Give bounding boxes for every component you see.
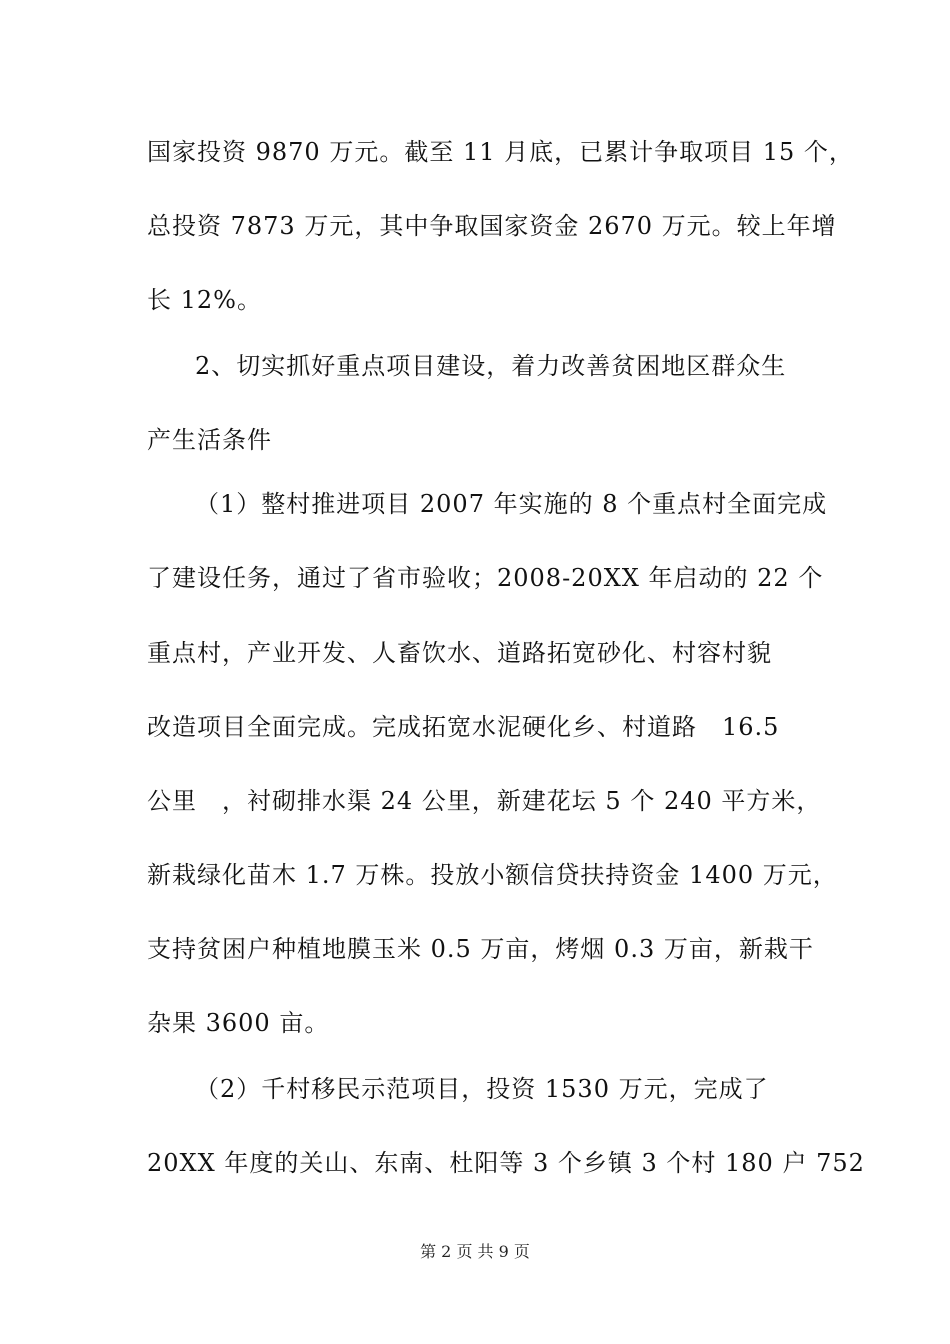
body-line: 了建设任务，通过了省市验收；2008-20XX 年启动的 22 个: [147, 564, 824, 592]
paragraph-start: （2）千村移民示范项目，投资 1530 万元，完成了: [195, 1075, 769, 1103]
body-line: 国家投资 9870 万元。截至 11 月底，已累计争取项目 15 个，: [147, 138, 854, 166]
body-line: 新栽绿化苗木 1.7 万株。投放小额信贷扶持资金 1400 万元，: [147, 861, 838, 889]
body-line: 长 12%。: [147, 286, 262, 314]
section-heading-continued: 产生活条件: [147, 426, 272, 454]
page-number-footer: 第 2 页 共 9 页: [420, 1242, 530, 1261]
body-line: 20XX 年度的关山、东南、杜阳等 3 个乡镇 3 个村 180 户 752: [147, 1149, 865, 1177]
body-line: 支持贫困户种植地膜玉米 0.5 万亩，烤烟 0.3 万亩，新栽干: [147, 935, 814, 963]
body-line: 杂果 3600 亩。: [147, 1009, 330, 1037]
body-line: 公里 ，衬砌排水渠 24 公里，新建花坛 5 个 240 平方米，: [147, 787, 822, 815]
body-line: 重点村，产业开发、人畜饮水、道路拓宽砂化、村容村貌: [147, 639, 772, 667]
body-line: 改造项目全面完成。完成拓宽水泥硬化乡、村道路 16.5: [147, 713, 780, 741]
section-heading: 2、切实抓好重点项目建设，着力改善贫困地区群众生: [195, 352, 787, 380]
body-line: 总投资 7873 万元，其中争取国家资金 2670 万元。较上年增: [147, 212, 837, 240]
paragraph-start: （1）整村推进项目 2007 年实施的 8 个重点村全面完成: [195, 490, 828, 518]
